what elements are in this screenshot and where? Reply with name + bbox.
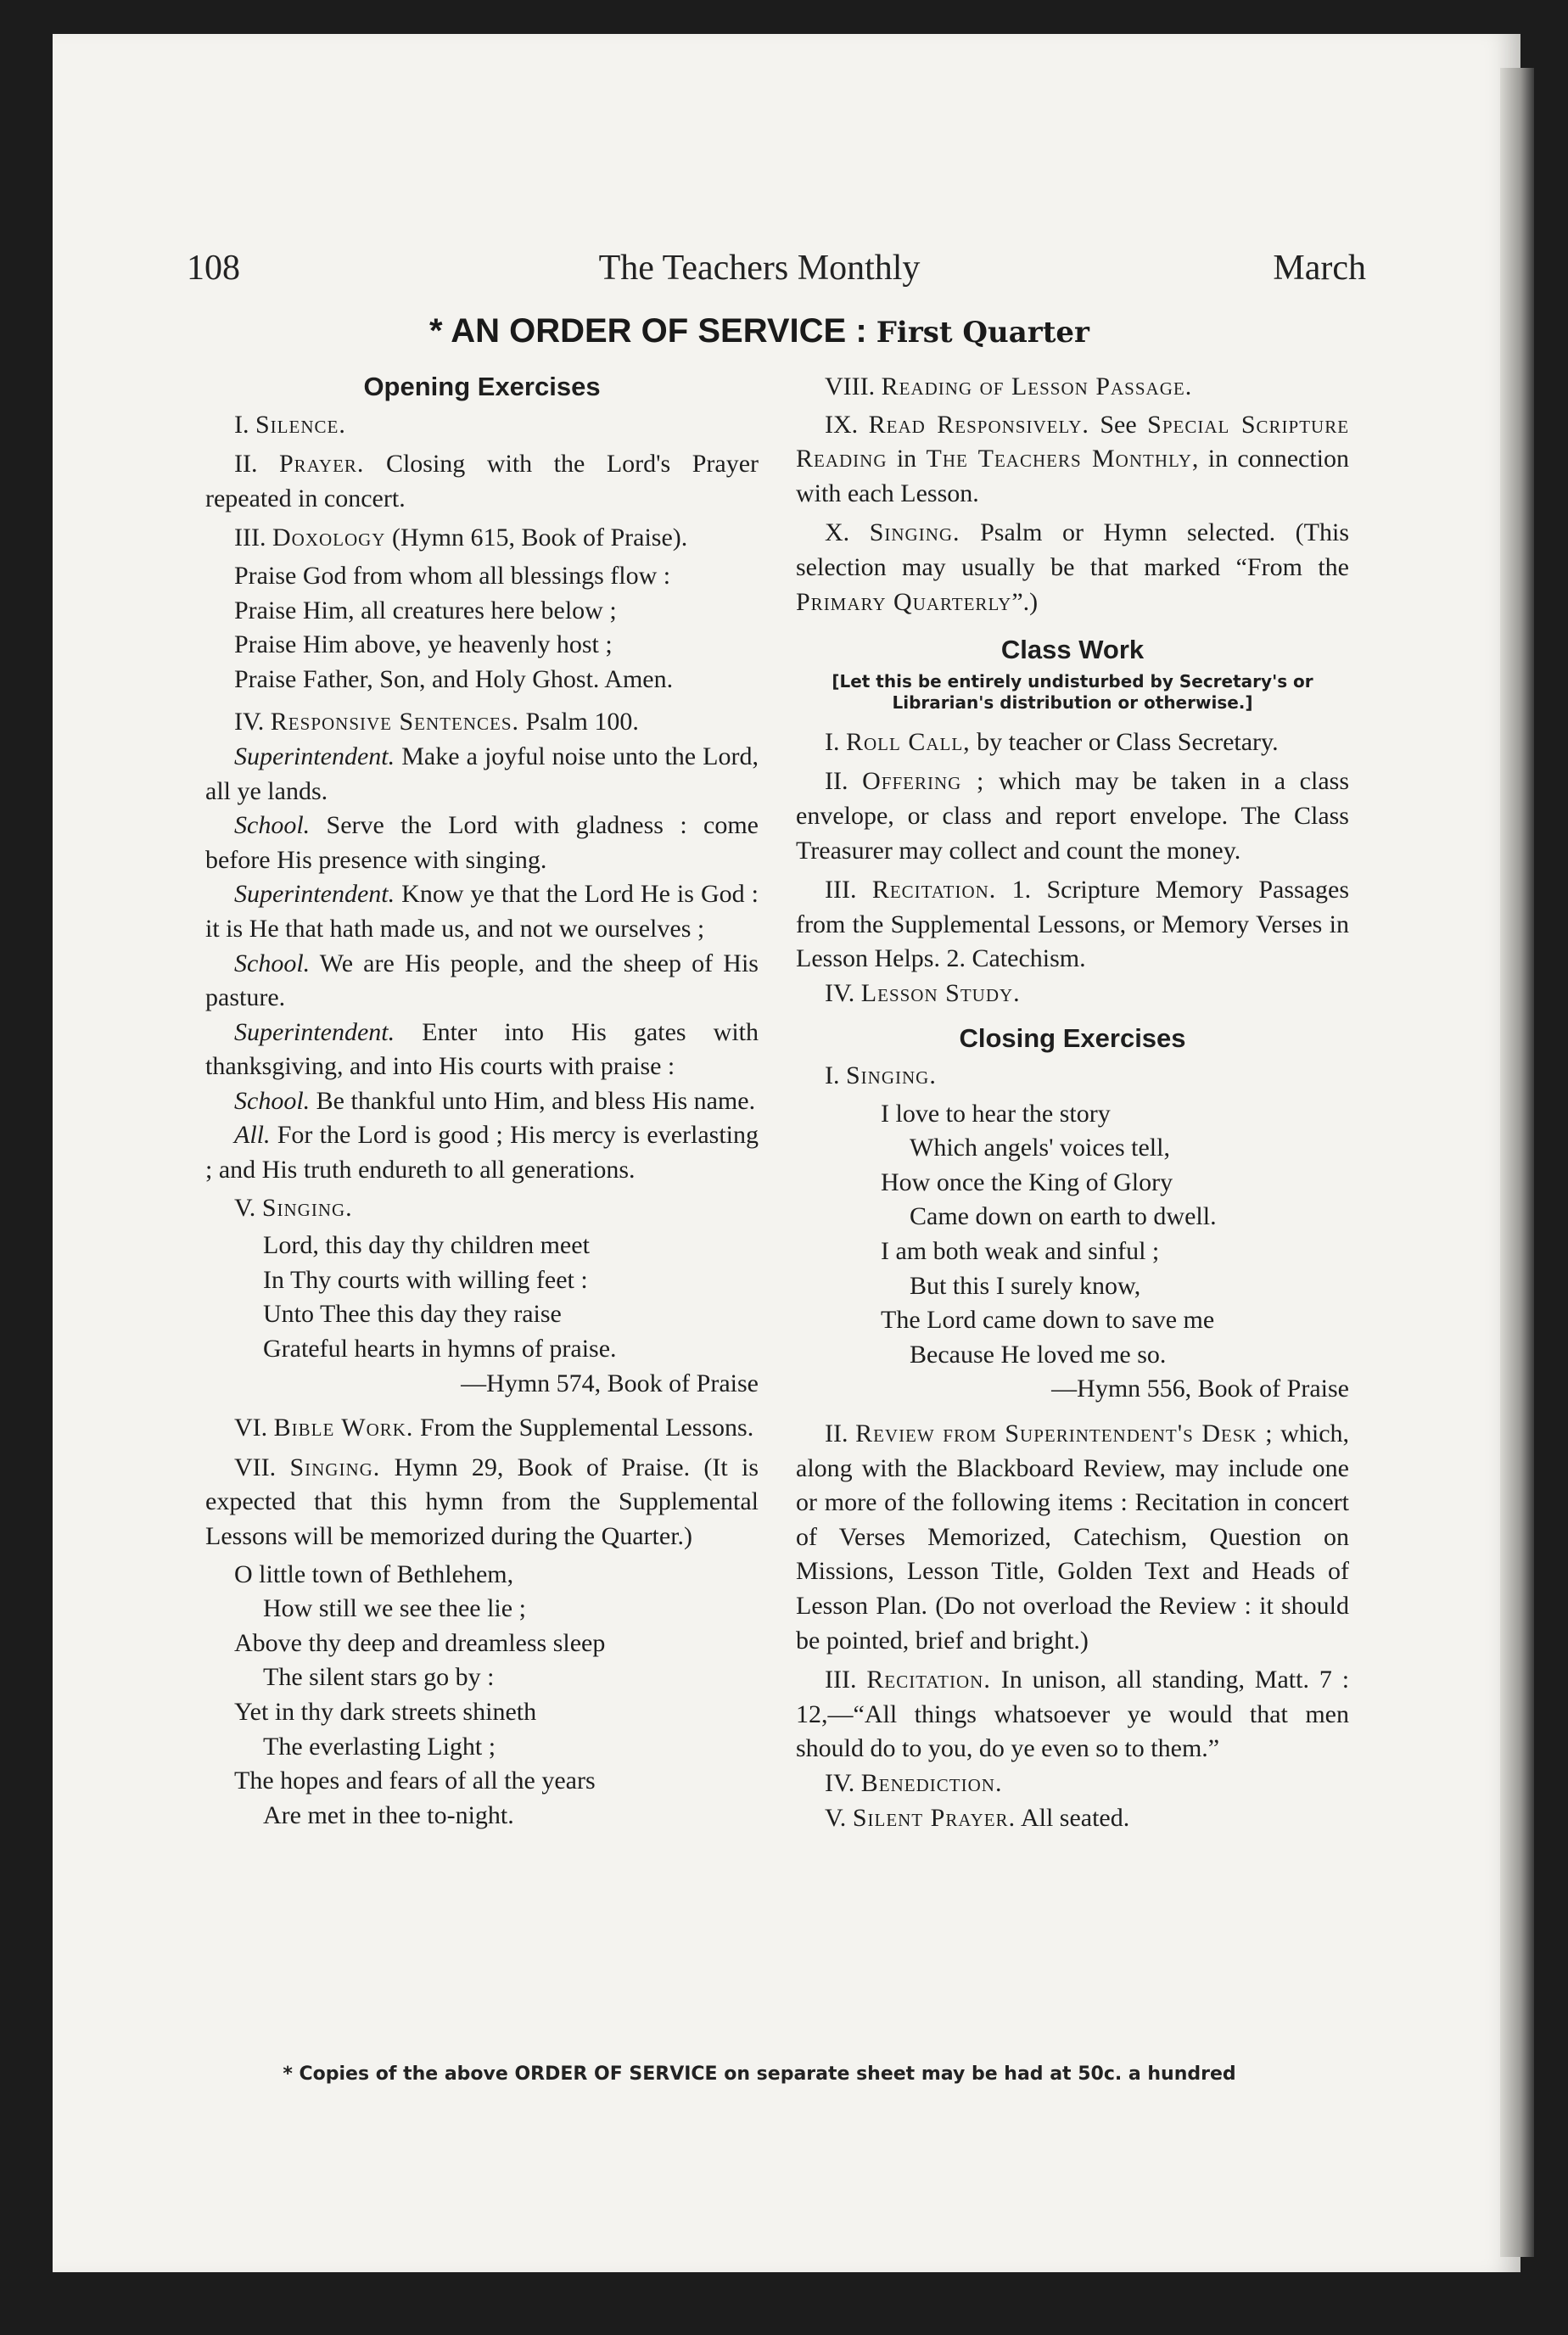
item-lesson-study: IV. Lesson Study. — [825, 978, 1021, 1007]
verse-line: The everlasting Light ; — [263, 1732, 496, 1761]
opening-exercises-heading: Opening Exercises — [363, 372, 601, 401]
verse-line: Because He loved me so. — [910, 1340, 1167, 1369]
item-review: II. Review from Superintendent's Desk ; which, along with the Blackboard Review, may include one or more of the following items : Recitation in concert of Verses Memorized, Catechism, Question on Missions, Lesson Title, Golden Text and Heads of Lesson Plan. (Do not overload the Review : it should be pointed, brief and bright.) — [796, 1419, 1350, 1655]
right-column — [796, 370, 1349, 1835]
running-header — [153, 239, 1366, 299]
response-line: School. Be thankful unto Him, and bless His name. — [234, 1086, 756, 1115]
journal-title: The Teachers Monthly — [598, 249, 921, 288]
item-offering: II. Offering ; which may be taken in a class envelope, or class and report envelope. The Class Treasurer may collect and count the money. — [796, 767, 1349, 865]
title-sub: First Quarter — [876, 316, 1089, 350]
issue-month: March — [1273, 249, 1366, 288]
item-responsive-sentences: IV. Responsive Sentences. Psalm 100. — [234, 708, 639, 736]
response-line: All. For the Lord is good ; His mercy is everlasting ; and His truth endureth to all generations. — [205, 1121, 759, 1184]
item-singing-vii: VII. Singing. Hymn 29, Book of Praise. (It is expected that this hymn from the Supplemental Lessons will be memorized during the Quarter.) — [205, 1453, 759, 1550]
verse-line: Praise Him, all creatures here below ; — [234, 596, 617, 624]
page-title — [153, 312, 1366, 350]
verse-line: In Thy courts with willing feet : — [263, 1265, 588, 1294]
bethlehem-verse — [234, 1558, 759, 1834]
page-edge — [1500, 68, 1534, 2257]
response-line: Superintendent. Enter into His gates with thanksgiving, and into His courts with praise : — [205, 1017, 759, 1081]
verse-line: Praise Him above, ye heavenly host ; — [234, 630, 613, 659]
title-main: * AN ORDER OF SERVICE : — [429, 312, 867, 350]
item-singing-v: V. Singing. — [234, 1193, 353, 1222]
page-number: 108 — [187, 249, 240, 288]
item-silence: I. Silence. — [234, 410, 346, 439]
verse-line: But this I surely know, — [910, 1271, 1141, 1300]
item-benediction: IV. Benediction. — [825, 1768, 1003, 1797]
verse-line: Praise Father, Son, and Holy Ghost. Amen. — [234, 664, 674, 693]
item-roll-call: I. Roll Call, by teacher or Class Secretary. — [825, 727, 1279, 756]
item-silent-prayer: V. Silent Prayer. All seated. — [825, 1803, 1130, 1832]
class-work-note: [Let this be entirely undisturbed by Secretary's or Librarian's distribution or otherwise.] — [832, 670, 1313, 713]
hymn-574-verse — [263, 1229, 759, 1366]
verse-line: Lord, this day thy children meet — [263, 1231, 590, 1260]
verse-line: I am both weak and sinful ; — [881, 1237, 1160, 1266]
doxology-verse — [234, 559, 759, 697]
item-bible-work: VI. Bible Work. From the Supplemental Lessons. — [234, 1414, 754, 1442]
item-read-responsively: IX. Read Responsively. See Special Scripture Reading in The Teachers Monthly, in connection with each Lesson. — [796, 410, 1350, 507]
hymn-556-attribution: —Hymn 556, Book of Praise — [1051, 1375, 1349, 1403]
verse-line: Above thy deep and dreamless sleep — [234, 1628, 606, 1657]
item-doxology: III. Doxology (Hymn 615, Book of Praise). — [234, 524, 688, 552]
item-singing-closing: I. Singing. — [825, 1061, 937, 1090]
verse-line: O little town of Bethlehem, — [234, 1559, 514, 1588]
response-line: School. Serve the Lord with gladness : come before His presence with singing. — [205, 811, 759, 874]
item-prayer: II. Prayer. Closing with the Lord's Prayer repeated in concert. — [205, 450, 759, 512]
footnote: * Copies of the above ORDER OF SERVICE on separate sheet may be had at 50c. a hundred — [283, 2063, 1236, 2085]
verse-line: How still we see thee lie ; — [263, 1594, 526, 1623]
verse-line: How once the King of Glory — [881, 1168, 1173, 1196]
item-reading-lesson: VIII. Reading of Lesson Passage. — [825, 372, 1193, 400]
item-recitation-unison: III. Recitation. In unison, all standing, Matt. 7 : 12,—“All things whatsoever ye would that men should do to you, do ye even so to them.” — [796, 1666, 1350, 1763]
closing-exercises-heading: Closing Exercises — [959, 1022, 1186, 1053]
verse-line: I love to hear the story — [881, 1099, 1111, 1128]
verse-line: Praise God from whom all blessings flow : — [234, 561, 671, 590]
verse-line: Grateful hearts in hymns of praise. — [263, 1335, 617, 1363]
response-line: Superintendent. Make a joyful noise unto the Lord, all ye lands. — [205, 742, 759, 805]
verse-line: Came down on earth to dwell. — [910, 1202, 1217, 1231]
verse-line: Yet in thy dark streets shineth — [234, 1697, 537, 1726]
left-column — [205, 370, 759, 1841]
verse-line: Unto Thee this day they raise — [263, 1300, 562, 1329]
verse-line: Which angels' voices tell, — [910, 1134, 1170, 1162]
response-line: School. We are His people, and the sheep of His pasture. — [205, 949, 759, 1012]
item-recitation-class: III. Recitation. 1. Scripture Memory Passages from the Supplemental Lessons, or Memory Verses in Lesson Helps. 2. Catechism. — [796, 876, 1350, 973]
verse-line: The Lord came down to save me — [881, 1306, 1215, 1335]
hymn-574-attribution: —Hymn 574, Book of Praise — [461, 1369, 759, 1397]
verse-line: Are met in thee to-night. — [263, 1800, 514, 1829]
item-singing-x: X. Singing. Psalm or Hymn selected. (This selection may usually be that marked “From the Primary Quarterly”.) — [796, 518, 1350, 616]
class-work-heading: Class Work — [1000, 635, 1145, 665]
verse-line: The silent stars go by : — [263, 1663, 495, 1692]
verse-line: The hopes and fears of all the years — [234, 1767, 596, 1795]
response-line: Superintendent. Know ye that the Lord He is God : it is He that hath made us, and not we ourselves ; — [205, 880, 759, 943]
story-verse — [881, 1097, 1349, 1373]
